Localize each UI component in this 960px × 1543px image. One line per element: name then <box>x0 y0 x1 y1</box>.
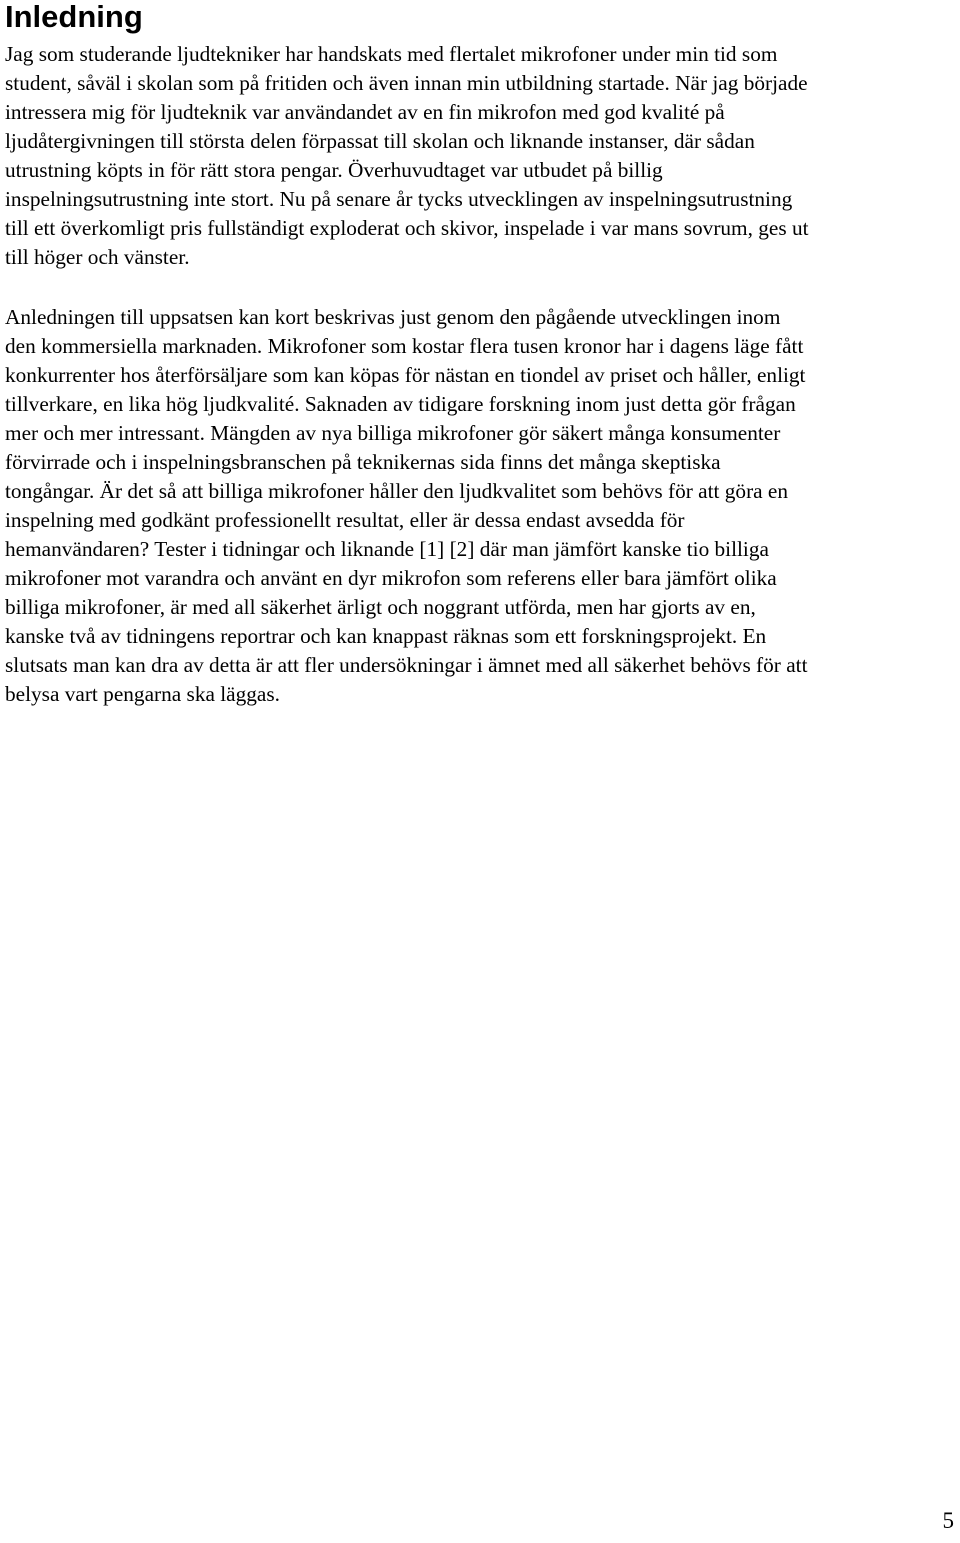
paragraph-line: tillverkare, en lika hög ljudkvalité. Saknaden av tidigare forskning inom just detta gör frågan <box>5 392 796 416</box>
paragraph-line: mikrofoner mot varandra och använt en dyr mikrofon som referens eller bara jämfört olika <box>5 566 777 590</box>
paragraph-intro <box>5 40 957 272</box>
paragraph-line: student, såväl i skolan som på fritiden och även innan min utbildning startade. När jag började <box>5 71 808 95</box>
paragraph-line: förvirrade och i inspelningsbranschen på teknikernas sida finns det många skeptiska <box>5 450 721 474</box>
section-heading: Inledning <box>5 0 143 34</box>
paragraph-line: belysa vart pengarna ska läggas. <box>5 682 280 706</box>
paragraph-motivation <box>5 303 957 709</box>
paragraph-line: hemanvändaren? Tester i tidningar och liknande [1] [2] där man jämfört kanske tio billiga <box>5 537 769 561</box>
paragraph-line: konkurrenter hos återförsäljare som kan köpas för nästan en tiondel av priset och håller, enligt <box>5 363 806 387</box>
paragraph-line: intressera mig för ljudteknik var användandet av en fin mikrofon med god kvalité på <box>5 100 725 124</box>
paragraph-line: kanske två av tidningens reportrar och kan knappast räknas som ett forskningsprojekt. En <box>5 624 767 648</box>
page-number: 5 <box>942 1508 954 1533</box>
paragraph-line: inspelning med godkänt professionellt resultat, eller är dessa endast avsedda för <box>5 508 685 532</box>
paragraph-line: mer och mer intressant. Mängden av nya billiga mikrofoner gör säkert många konsumenter <box>5 421 781 445</box>
paragraph-line: Jag som studerande ljudtekniker har handskats med flertalet mikrofoner under min tid som <box>5 42 778 66</box>
paragraph-line: Anledningen till uppsatsen kan kort beskrivas just genom den pågående utvecklingen inom <box>5 305 781 329</box>
paragraph-line: billiga mikrofoner, är med all säkerhet ärligt och noggrant utförda, men har gjorts av en, <box>5 595 756 619</box>
paragraph-line: till höger och vänster. <box>5 245 190 269</box>
paragraph-line: utrustning köpts in för rätt stora pengar. Överhuvudtaget var utbudet på billig <box>5 158 663 182</box>
paragraph-line: den kommersiella marknaden. Mikrofoner som kostar flera tusen kronor har i dagens läge fått <box>5 334 804 358</box>
paragraph-line: inspelningsutrustning inte stort. Nu på senare år tycks utvecklingen av inspelningsutrustning <box>5 187 793 211</box>
paragraph-line: slutsats man kan dra av detta är att fler undersökningar i ämnet med all säkerhet behövs för att <box>5 653 808 677</box>
paragraph-line: tongångar. Är det så att billiga mikrofoner håller den ljudkvalitet som behövs för att göra en <box>5 479 789 503</box>
paragraph-line: ljudåtergivningen till största delen förpassat till skolan och liknande instanser, där sådan <box>5 129 755 153</box>
paragraph-line: till ett överkomligt pris fullständigt exploderat och skivor, inspelade i var mans sovrum, ges ut <box>5 216 809 240</box>
